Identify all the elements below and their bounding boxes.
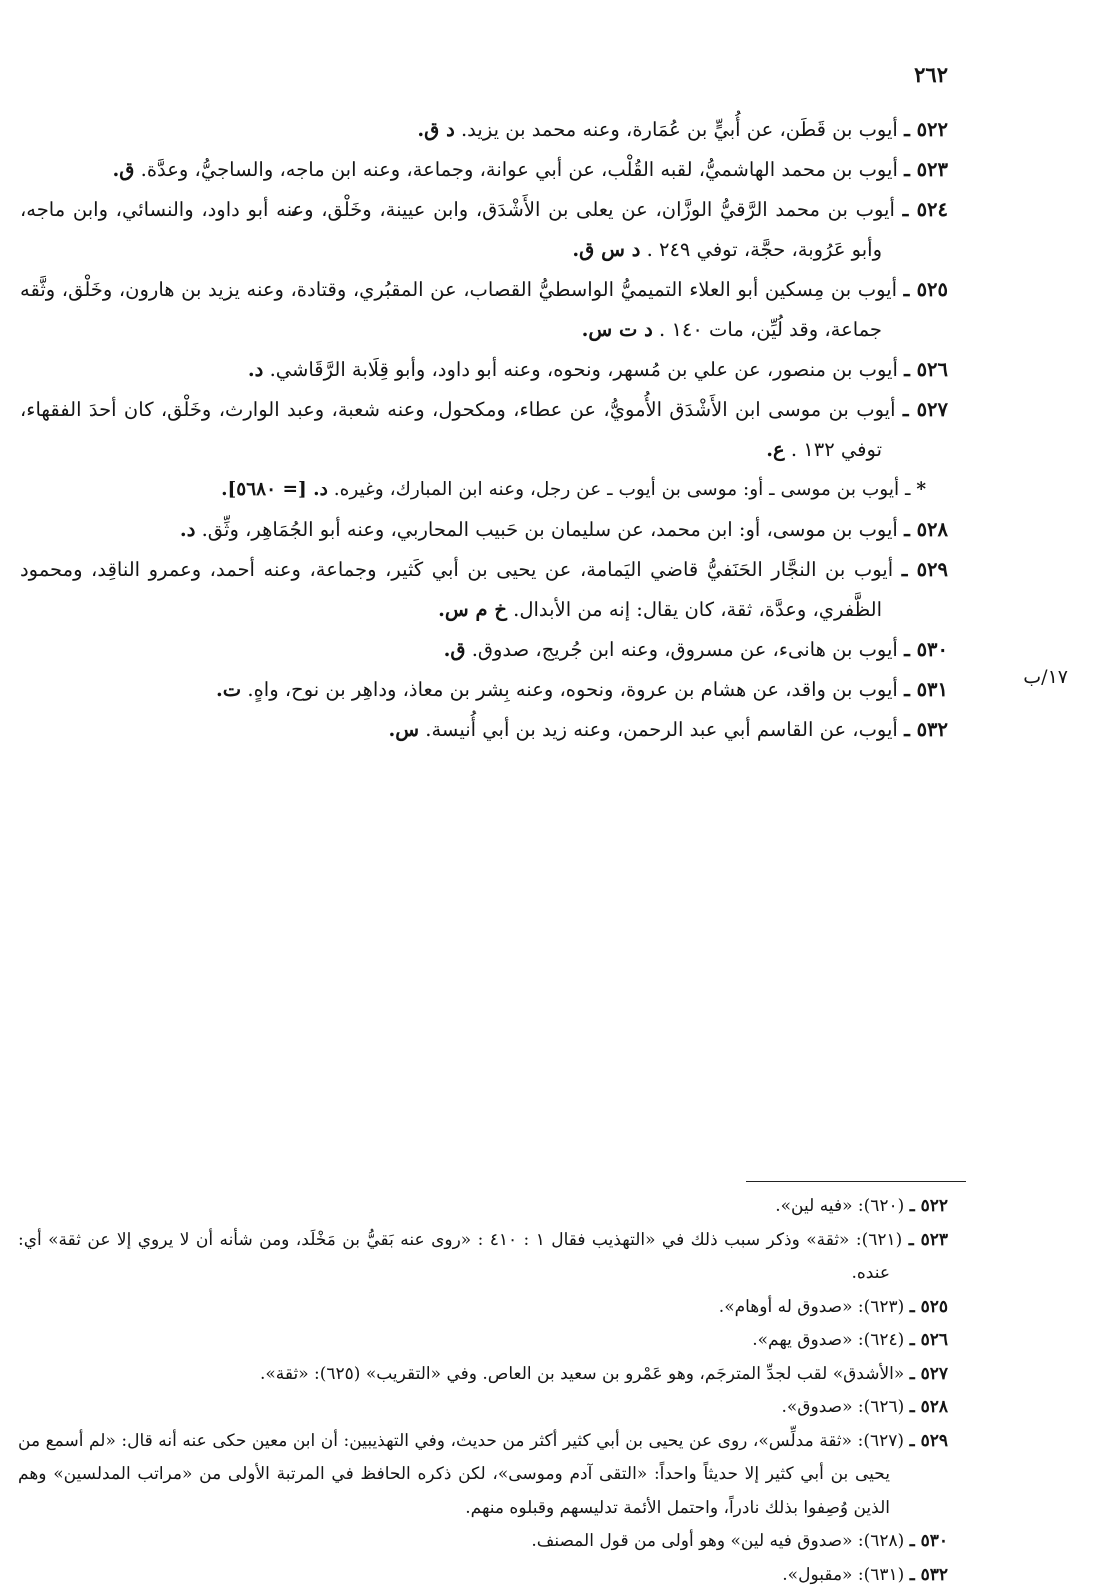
entry-text: أيوب بن موسى، أو: ابن محمد، عن سليمان بن حَبيب المحاربي، وعنه أبو الجُمَاهِر، وثِّق. (202, 518, 898, 541)
entry-number: ٥٣٢ ـ (904, 718, 948, 741)
entry-number: ٥٢٤ ـ (903, 198, 948, 221)
footnote-text: (٦٣١): «مقبول». (782, 1565, 904, 1585)
entry-number: ٥٢٣ ـ (904, 158, 948, 181)
footnote-text: (٦٢٦): «صدوق». (782, 1397, 905, 1417)
entry-number: ٥٢٩ ـ (902, 558, 948, 581)
entry (20, 350, 948, 390)
entry (20, 270, 948, 350)
page-number: ٢٦٢ (914, 62, 948, 87)
footnote (18, 1190, 948, 1224)
margin-note: ١٧/ب (1023, 666, 1068, 688)
footnote (18, 1224, 948, 1291)
entry-number: ٥٢٨ ـ (904, 518, 948, 541)
entry-number: ٥٢٥ ـ (904, 278, 948, 301)
entry-code: ت. (216, 678, 241, 701)
footnote-text: (٦٢٨): «صدوق فيه لين» وهو أولى من قول المصنف. (531, 1531, 904, 1551)
footnote-text: (٦٢٧): «ثقة مدلِّس»، روى عن يحيى بن أبي كثير أكثر من حديث، وفي التهذيبين: أن ابن معين حكى عنه أنه قال: «لم أسمع من يحيى بن أبي كثير إلا حديثاً واحداً: «التقى آدم وموسى»، لكن ذكره الحافظ في المرتبة الأولى من «مراتب المدلسين» وهم الذين وُصِفوا بذلك نادراً، واحتمل الأئمة تدليسهم وقبلوه منهم. (18, 1431, 904, 1518)
entry (20, 470, 948, 510)
entry-number: ٥٢٢ ـ (904, 118, 948, 141)
entry-code: خ م س. (438, 598, 507, 621)
footnote-number: ٥٢٩ ـ (910, 1431, 948, 1451)
entry-number: * (916, 479, 926, 500)
footnote-text: (٦٢٤): «صدوق يهم». (752, 1330, 904, 1350)
entry (20, 670, 948, 710)
entry-code: د ت س. (582, 318, 653, 341)
entries-list (20, 110, 948, 750)
entry (20, 510, 948, 550)
footnote-number: ٥٢٣ ـ (909, 1230, 948, 1250)
entry-code: د ق. (417, 118, 454, 141)
entry-text: أيوب بن محمد الهاشميُّ، لقبه القُلْب، عن أبي عوانة، وجماعة، وعنه ابن ماجه، والساجيُّ، وعدَّة. (141, 158, 898, 181)
footnote (18, 1559, 948, 1592)
footnote (18, 1291, 948, 1325)
footnote-number: ٥٢٦ ـ (910, 1330, 948, 1350)
footnote-number: ٥٣٠ ـ (910, 1531, 948, 1551)
entry (20, 110, 948, 150)
entry-code: ع. (766, 438, 784, 461)
footnote-number: ٥٢٢ ـ (910, 1196, 948, 1216)
footnote (18, 1391, 948, 1425)
footnote-number: ٥٣٢ ـ (910, 1565, 948, 1585)
entry-number: ٥٢٧ ـ (903, 398, 948, 421)
footnotes-list (18, 1190, 948, 1592)
entry-code: د. (180, 518, 195, 541)
entry (20, 550, 948, 630)
entry-text: ـ أيوب بن موسى ـ أو: موسى بن أيوب ـ عن رجل، وعنه ابن المبارك، وغيره. (334, 479, 911, 500)
entry-text: أيوب، عن القاسم أبي عبد الرحمن، وعنه زيد بن أبي أُنيسة. (425, 718, 898, 741)
entry (20, 190, 948, 270)
entry-text: أيوب بن منصور، عن علي بن مُسهر، ونحوه، وعنه أبو داود، وأبو قِلَابة الرَّقَاشي. (270, 358, 898, 381)
footnote-text: «الأشدق» لقب لجدِّ المترجَم، وهو عَمْرو بن سعيد بن العاص. وفي «التقريب» (٦٢٥): «ثقة». (260, 1364, 904, 1384)
footnote (18, 1525, 948, 1559)
footnote-text: (٦٢١): «ثقة» وذكر سبب ذلك في «التهذيب فقال ١ : ٤١٠ : «روى عنه بَقيُّ بن مَخْلَد، ومن شأنه أن لا يروي إلا عن ثقة» أي: عنده. (18, 1230, 902, 1284)
entry-text: أيوب بن محمد الرَّقيُّ الوزَّان، عن يعلى بن الأَشْدَق، وابن عيينة، وخَلْق، وعنه أبو داود، والنسائي، وابن ماجه، وأبو عَرُوبة، حجَّة، توفي ٢٤٩ . (20, 198, 895, 261)
footnote-rule (746, 1181, 966, 1182)
footnote-number: ٥٢٥ ـ (910, 1297, 948, 1317)
footnote-number: ٥٢٨ ـ (910, 1397, 948, 1417)
entry-number: ٥٣١ ـ (904, 678, 948, 701)
entry-text: أيوب بن قَطَن، عن أُبيٍّ بن عُمَارة، وعنه محمد بن يزيد. (461, 118, 898, 141)
entry-text: أيوب بن مِسكين أبو العلاء التميميُّ الواسطيُّ القصاب، عن المقبُري، وقتادة، وعنه يزيد بن هارون، وخَلْق، وثَّقه جماعة، وقد لُيِّن، مات ١٤٠ . (20, 278, 897, 341)
entry-code: د س ق. (572, 238, 640, 261)
entry-number: ٥٣٠ ـ (904, 638, 948, 661)
entry-code: ق. (444, 638, 466, 661)
entry (20, 150, 948, 190)
entry-text: أيوب بن موسى ابن الأَشْدَق الأُمويُّ، عن عطاء، ومكحول، وعنه شعبة، وعبد الوارث، وخَلْق، كان أحدَ الفقهاء، توفي ١٣٢ . (20, 398, 896, 461)
entry-code: د. (248, 358, 263, 381)
footnote (18, 1358, 948, 1392)
entry-code: ق. (113, 158, 135, 181)
entry-number: ٥٢٦ ـ (904, 358, 948, 381)
footnote-text: (٦٢٣): «صدوق له أوهام». (719, 1297, 904, 1317)
footnote-text: (٦٢٠): «فيه لين». (775, 1196, 904, 1216)
entry (20, 710, 948, 750)
entry-text: أيوب بن النجَّار الحَنَفيُّ قاضي اليَمامة، عن يحيى بن أبي كَثير، وجماعة، وعنه أحمد، وعمرو الناقِد، ومحمود الظَّفري، وعدَّة، ثقة، كان يقال: إنه من الأبدال. (20, 558, 893, 621)
footnote (18, 1324, 948, 1358)
entry-text: أيوب بن واقد، عن هشام بن عروة، ونحوه، وعنه بِشر بن معاذ، وداهِر بن نوح، واهٍ. (247, 678, 897, 701)
entry (20, 390, 948, 470)
footnote-number: ٥٢٧ ـ (910, 1364, 948, 1384)
entry (20, 630, 948, 670)
entry-code: د. [= ٥٦٨٠]. (221, 479, 328, 500)
entry-text: أيوب بن هانىء، عن مسروق، وعنه ابن جُريج، صدوق. (472, 638, 898, 661)
footnote (18, 1425, 948, 1526)
entry-code: س. (388, 718, 419, 741)
